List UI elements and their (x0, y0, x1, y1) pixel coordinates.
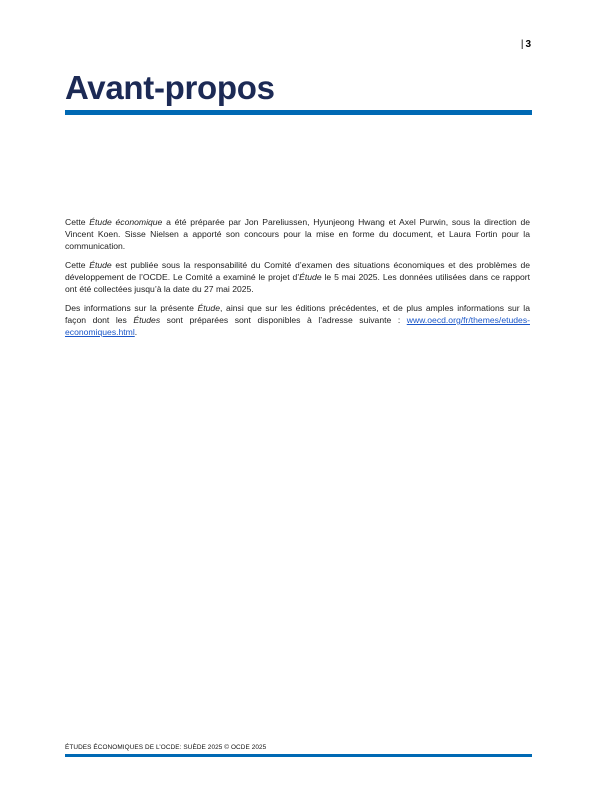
page-title: Avant-propos (65, 69, 275, 106)
p3-text-c: , ainsi que sur les éditions précédentes, et de plus amples informations sur la façon dont les (65, 303, 530, 325)
footer-text: ÉTUDES ÉCONOMIQUES DE L’OCDE: SUÈDE 2025 © OCDE 2025 (65, 744, 267, 751)
p3-text-a: Des informations sur la présente (65, 303, 198, 313)
p1-text-a: Cette (65, 217, 90, 227)
p2-italic-etude: Étude (89, 260, 112, 270)
p2-italic-etude-2: Étude (299, 272, 322, 282)
paragraph-responsibility (65, 259, 530, 295)
title-divider (65, 110, 532, 115)
page-number-value: 3 (525, 39, 531, 50)
footer-divider (65, 754, 532, 757)
p1-text-c: a été préparée par Jon Pareliussen, Hyunjeong Hwang et Axel Purwin, sous la direction de Vincent Koen. Sisse Nielsen a apporté son concours pour la mise en forme du document, et Laura Fortin pour la communication. (65, 217, 531, 251)
foreword-body (65, 216, 530, 345)
p2-text-e: le 5 mai 2025. Les données utilisées dans ce rapport ont été collectées jusqu’à la date du 27 mai 2025. (65, 272, 531, 294)
p2-text-a: Cette (65, 260, 90, 270)
oecd-surveys-link[interactable]: www.oecd.org/fr/themes/etudes-economiques.html (65, 315, 530, 337)
p3-italic-etude: Étude (197, 303, 220, 313)
p2-text-c: est publiée sous la responsabilité du Comité d’examen des situations économiques et des problèmes de développement de l’OCDE. Le Comité a examiné le projet d’ (65, 260, 530, 282)
page-number (521, 39, 531, 50)
p3-text-e: sont préparées sont disponibles à l’adresse suivante : (160, 315, 407, 325)
p3-text-end: . (134, 327, 138, 337)
paragraph-authors (65, 216, 530, 252)
p3-italic-etudes: Études (133, 315, 161, 325)
page-number-separator: | (520, 39, 524, 50)
paragraph-information (65, 302, 530, 338)
p1-italic-survey: Étude économique (89, 217, 163, 227)
